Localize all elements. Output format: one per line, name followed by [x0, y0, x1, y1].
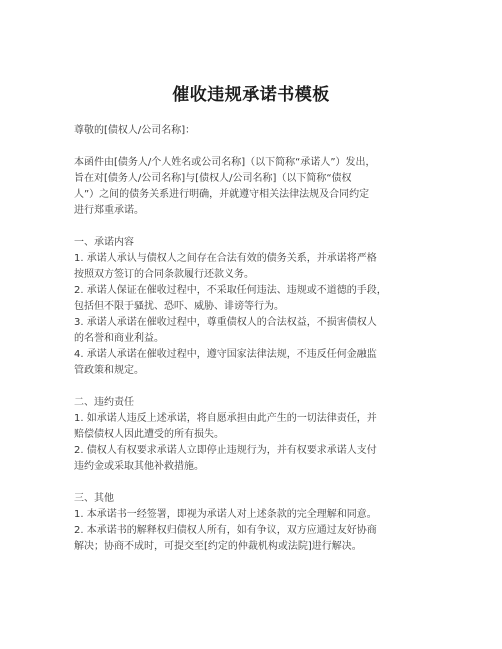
section-line: 的名誉和商业利益。 [74, 333, 164, 344]
section-heading: 三、其他 [74, 493, 114, 504]
section-line: 1. 如承诺人违反上述承诺，将自愿承担由此产生的一切法律责任，并 [74, 413, 377, 424]
section-heading: 一、承诺内容 [74, 237, 134, 248]
intro-line: 旨在对[债务人/公司名称]与[债权人/公司名称]（以下简称“债权 [74, 173, 352, 184]
section-line: 3. 承诺人承诺在催收过程中，尊重债权人的合法权益，不损害债权人 [74, 317, 377, 328]
section-heading: 二、违约责任 [74, 397, 134, 408]
section-line: 解决；协商不成时，可提交至[约定的仲裁机构或法院]进行解决。 [74, 541, 362, 552]
section-line: 2. 债权人有权要求承诺人立即停止违规行为，并有权要求承诺人支付 [74, 445, 377, 456]
section-line: 2. 本承诺书的解释权归债权人所有，如有争议，双方应通过友好协商 [74, 525, 377, 536]
intro-line: 进行郑重承诺。 [74, 205, 144, 216]
section-line: 按照双方签订的合同条款履行还款义务。 [74, 269, 254, 280]
document-title: 催收违规承诺书模板 [172, 85, 330, 105]
section-line: 1. 承诺人承认与债权人之间存在合法有效的债务关系，并承诺将严格 [74, 253, 377, 264]
section-line: 1. 本承诺书一经签署，即视为承诺人对上述条款的完全理解和同意。 [74, 509, 377, 520]
section-line: 赔偿债权人因此遭受的所有损失。 [74, 429, 224, 440]
section-line: 2. 承诺人保证在催收过程中，不采取任何违法、违规或不道德的手段， [74, 285, 387, 296]
salutation: 尊敬的[债权人/公司名称]： [74, 125, 196, 136]
intro-line: 人”）之间的债务关系进行明确，并就遵守相关法律法规及合同约定 [74, 189, 370, 200]
section-line: 管政策和规定。 [74, 365, 144, 376]
section-line: 包括但不限于骚扰、恐吓、威胁、诽谤等行为。 [74, 301, 284, 312]
section-line: 4. 承诺人承诺在催收过程中，遵守国家法律法规，不违反任何金融监 [74, 349, 377, 360]
section-line: 违约金或采取其他补救措施。 [74, 461, 204, 472]
intro-line: 本函件由[债务人/个人姓名或公司名称]（以下简称“承诺人”）发出， [74, 157, 376, 168]
